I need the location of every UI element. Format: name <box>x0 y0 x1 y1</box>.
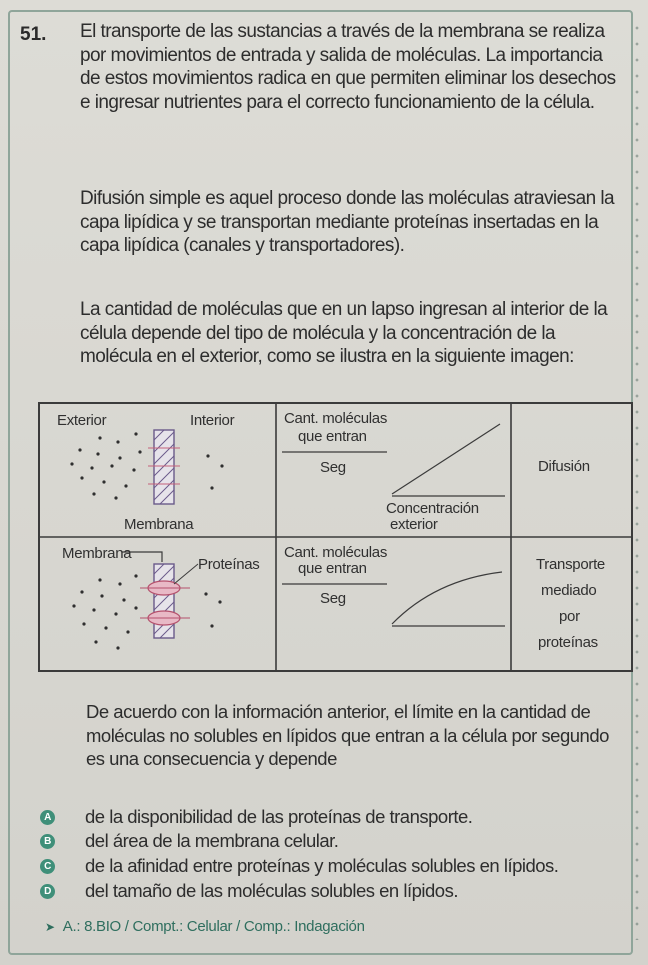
option-a[interactable] <box>40 806 472 828</box>
decorative-dot-column <box>634 20 640 940</box>
molecules-exterior-row2 <box>72 574 137 649</box>
option-d-text: del tamaño de las moléculas solubles en lípidos. <box>85 880 458 901</box>
row1-ylabel-line2: que entran <box>298 428 367 445</box>
option-d[interactable] <box>40 880 458 902</box>
option-a-text: de la disponibilidad de las proteínas de transporte. <box>85 806 473 827</box>
process-mediado: mediado <box>541 582 597 599</box>
row1-ylabel-den: Seg <box>320 459 346 476</box>
option-c[interactable] <box>40 855 558 877</box>
molecules-interior-row2 <box>204 592 221 627</box>
question-number: 51. <box>20 24 47 45</box>
diffusion-paragraph: Difusión simple es aquel proceso donde las moléculas atraviesan la capa lipídica y se transportan mediante proteínas insertadas en la capa lipídica (canales y transportadores). <box>80 188 615 256</box>
option-c-text: de la afinidad entre proteínas y moléculas solubles en lípidos. <box>85 855 559 876</box>
row2-ylabel-line1: Cant. moléculas <box>284 544 388 561</box>
option-c-badge: C <box>40 859 55 874</box>
quantity-paragraph: La cantidad de moléculas que en un lapso ingresan al interior de la célula depende del tipo de molécula y la concentración de la molécula en el exterior, como se ilustra en la siguiente imagen: <box>80 299 608 367</box>
membrane-row1 <box>148 430 180 504</box>
label-interior: Interior <box>190 412 235 429</box>
row2-curve <box>392 572 502 624</box>
label-proteinas: Proteínas <box>198 556 260 573</box>
option-b-text: del área de la membrana celular. <box>85 830 339 851</box>
option-b[interactable] <box>40 830 338 852</box>
question-stem: De acuerdo con la información anterior, el límite en la cantidad de moléculas no solubles en lípidos que entran a la célula por segundo es una consecuencia y depende <box>86 701 609 769</box>
label-membrana-row2: Membrana <box>62 545 132 562</box>
process-difusion: Difusión <box>538 458 590 475</box>
intro-paragraph: El transporte de las sustancias a través de la membrana se realiza por movimientos de entrada y salida de moléculas. La importancia de estos movimientos radica en que permiten eliminar los desechos e ingresar nutrientes para el correcto funcionamiento de la célula. <box>80 21 616 113</box>
competency-meta-text: A.: 8.BIO / Compt.: Celular / Comp.: Indagación <box>62 918 365 935</box>
arrow-right-icon: ➤ <box>45 919 55 934</box>
process-por: por <box>559 608 580 625</box>
row1-curve <box>392 424 500 494</box>
molecules-interior-row1 <box>206 454 223 489</box>
row2-ylabel-line2: que entran <box>298 560 367 577</box>
row1-xlabel-line2: exterior <box>390 516 438 533</box>
process-transporte: Transporte <box>536 556 605 573</box>
option-b-badge: B <box>40 834 55 849</box>
option-d-badge: D <box>40 884 55 899</box>
molecules-exterior-row1 <box>70 432 141 499</box>
option-a-badge: A <box>40 810 55 825</box>
row1-ylabel-line1: Cant. moléculas <box>284 410 388 427</box>
row2-ylabel-den: Seg <box>320 590 346 607</box>
transport-figure <box>38 402 633 672</box>
competency-meta <box>45 918 365 935</box>
process-proteinas: proteínas <box>538 634 598 651</box>
row1-xlabel-line1: Concentración <box>386 500 479 517</box>
label-membrana-row1: Membrana <box>124 516 194 533</box>
label-exterior: Exterior <box>57 412 107 429</box>
membrane-row2 <box>122 552 198 638</box>
